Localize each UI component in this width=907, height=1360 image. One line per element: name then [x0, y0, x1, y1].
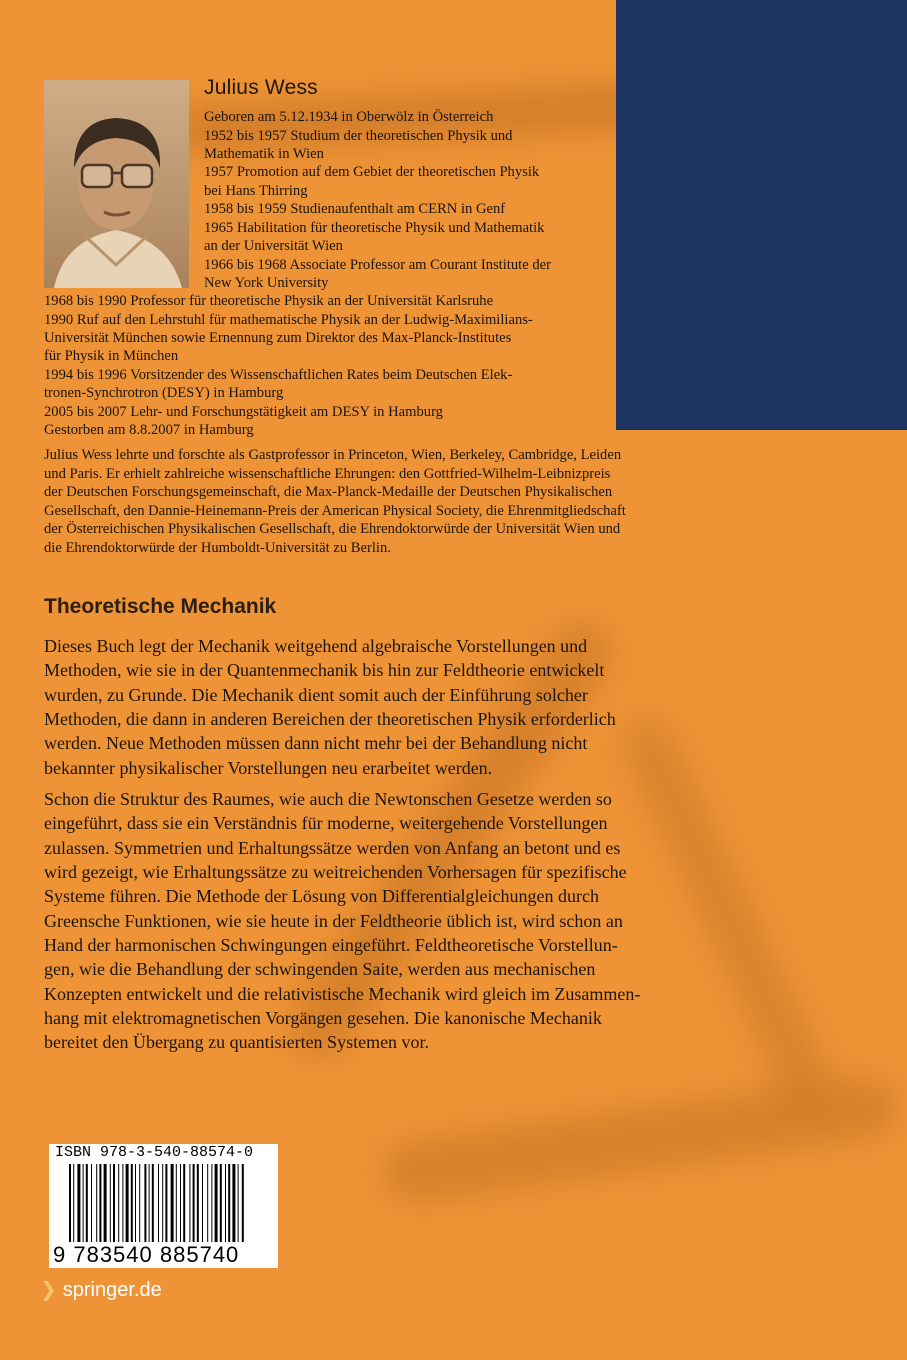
- bio-line: tronen-Synchrotron (DESY) in Hamburg: [44, 385, 284, 401]
- description-line: wird gezeigt, wie Erhaltungssätze zu weitreichenden Vorhersagen für spezifische: [44, 862, 627, 882]
- background-shade: [614, 709, 837, 1111]
- bio-line: 2005 bis 2007 Lehr- und Forschungstätigkeit am DESY in Hamburg: [44, 404, 443, 420]
- publisher-url: springer.de: [62, 1279, 162, 1301]
- description-line: eingeführt, dass sie ein Verständnis für moderne, weitergehende Vorstellungen: [44, 813, 608, 833]
- bio-line: 1958 bis 1959 Studienaufenthalt am CERN in Genf: [204, 201, 506, 217]
- bio-line: bei Hans Thirring: [204, 183, 308, 199]
- bio-line: 1968 bis 1990 Professor für theoretische Physik an der Universität Karlsruhe: [44, 293, 494, 309]
- description-line: gen, wie die Behandlung der schwingenden Saite, werden aus mechanischen: [44, 959, 596, 979]
- bio-line: Universität München sowie Ernennung zum Direktor des Max-Planck-Institutes: [44, 330, 512, 346]
- bio-line: 1965 Habilitation für theoretische Physik und Mathematik: [204, 220, 545, 236]
- description-line: bereitet den Übergang zu quantisierten Systemen vor.: [44, 1032, 430, 1052]
- bio-line: 1957 Promotion auf dem Gebiet der theoretischen Physik: [204, 164, 540, 180]
- bio-line: 1994 bis 1996 Vorsitzender des Wissenschaftlichen Rates beim Deutschen Elek-: [44, 367, 513, 383]
- description-line: Schon die Struktur des Raumes, wie auch die Newtonschen Gesetze werden so: [44, 789, 612, 809]
- publisher-link[interactable]: [40, 1277, 162, 1302]
- barcode-number: 9 783540 885740: [53, 1242, 240, 1267]
- bio-line: Mathematik in Wien: [204, 146, 324, 162]
- career-line: Julius Wess lehrte und forschte als Gastprofessor in Princeton, Wien, Berkeley, Cambridge, Leiden: [44, 447, 622, 463]
- book-title: Theoretische Mechanik: [44, 595, 277, 618]
- isbn-barcode: [49, 1144, 278, 1268]
- bio-line: New York University: [204, 275, 329, 291]
- isbn-text: ISBN 978-3-540-88574-0: [55, 1144, 254, 1161]
- bio-line: 1990 Ruf auf den Lehrstuhl für mathematische Physik an der Ludwig-Maximilians-: [44, 312, 533, 328]
- description-line: wurden, zu Grunde. Die Mechanik dient somit auch der Einführung solcher: [44, 685, 588, 705]
- career-line: Gesellschaft, den Dannie-Heinemann-Preis der American Physical Society, die Ehrenmitgliedschaft: [44, 503, 626, 519]
- bio-line: an der Universität Wien: [204, 238, 343, 254]
- description-line: hang mit elektromagnetischen Vorgängen gesehen. Die kanonische Mechanik: [44, 1008, 602, 1028]
- author-photo: [44, 80, 189, 288]
- description-line: Systeme führen. Die Methode der Lösung von Differentialgleichungen durch: [44, 886, 600, 906]
- description-line: Greensche Funktionen, wie sie heute in der Feldtheorie üblich ist, wird schon an: [44, 911, 623, 931]
- author-name: Julius Wess: [204, 76, 318, 99]
- description-line: Methoden, die dann in anderen Bereichen der theoretischen Physik erforderlich: [44, 709, 616, 729]
- bio-line: 1952 bis 1957 Studium der theoretischen Physik und: [204, 128, 513, 144]
- description-line: Methoden, wie sie in der Quantenmechanik bis hin zur Feldtheorie entwickelt: [44, 660, 605, 680]
- career-line: der Österreichischen Physikalischen Gesellschaft, die Ehrendoktorwürde der Universität Wien und: [44, 521, 621, 537]
- background-shade: [378, 1074, 901, 1206]
- description-line: bekannter physikalischer Vorstellungen neu erarbeitet werden.: [44, 758, 493, 778]
- description-line: werden. Neue Methoden müssen dann nicht mehr bei der Behandlung nicht: [44, 733, 588, 753]
- career-line: die Ehrendoktorwürde der Humboldt-Universität zu Berlin.: [44, 540, 391, 556]
- bio-line: Geboren am 5.12.1934 in Oberwölz in Österreich: [204, 109, 494, 125]
- chevron-right-icon: ❯: [40, 1279, 57, 1301]
- description-line: Dieses Buch legt der Mechanik weitgehend algebraische Vorstellungen und: [44, 636, 588, 656]
- bio-line: 1966 bis 1968 Associate Professor am Courant Institute der: [204, 257, 551, 273]
- bio-line: für Physik in München: [44, 348, 179, 364]
- description-line: Hand der harmonischen Schwingungen eingeführt. Feldtheoretische Vorstellun-: [44, 935, 618, 955]
- cover-blue-panel: [616, 0, 907, 430]
- career-line: der Deutschen Forschungsgemeinschaft, die Max-Planck-Medaille der Deutschen Physikalischen: [44, 484, 613, 500]
- description-line: Konzepten entwickelt und die relativistische Mechanik wird gleich im Zusammen-: [44, 984, 641, 1004]
- career-line: und Paris. Er erhielt zahlreiche wissenschaftliche Ehrungen: den Gottfried-Wilhelm-Leibnizpreis: [44, 466, 611, 482]
- bio-line: Gestorben am 8.8.2007 in Hamburg: [44, 422, 254, 438]
- description-line: zulassen. Symmetrien und Erhaltungssätze werden von Anfang an betont und es: [44, 838, 621, 858]
